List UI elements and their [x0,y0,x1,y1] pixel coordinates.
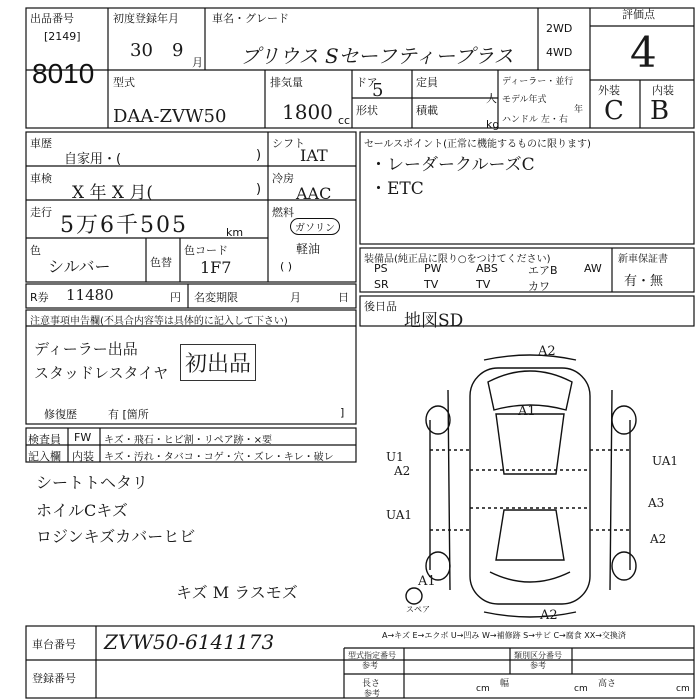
shape-label: 形状 [356,104,378,117]
mark-right-a2: A2 [650,532,667,546]
equip-abs: ABS [476,262,498,275]
int-label: 内装 [72,450,94,463]
mileage-value: 5万6千505 [60,213,188,238]
mark-u1: U1 [386,450,404,464]
color-code-value: 1F7 [200,258,232,277]
first-reg-label: 初度登録年月 [113,12,179,25]
equip-ps: PS [374,262,388,275]
name-expiry-label: 名変期限 [194,291,238,304]
history-label: 車歴 [30,137,52,150]
recycle-label: R券 [30,291,49,304]
drive-4wd: 4WD [546,46,573,59]
equip-aw: AW [584,262,602,275]
inspector-label-2: 記入欄 [28,450,61,463]
name-expiry-day: 日 [338,291,349,304]
notes-line1: ディーラー出品 [34,340,138,358]
inspection-label: 車検 [30,172,52,185]
name-expiry-month: 月 [290,291,301,304]
sales-item-0: ・レーダークルーズC [370,155,535,175]
mark-rear-a1: A1 [418,574,436,589]
repair-value: 有 [箇所 [108,408,149,421]
model-grade-value: プリウス Sセーフティープラス [240,44,514,68]
equipment-label: 装備品(純正品に限り○をつけてください) [364,254,551,265]
cm-2: cm [574,684,588,694]
dim-ref: 参考 [364,689,380,698]
type-designation-ref: 参考 [362,661,378,670]
shift-value: IAT [300,146,328,165]
damage-legend: A→キズ E→エクボ U→凹み W→補修跡 S→サビ C→腐食 XX→交換済 [382,631,626,640]
grade-label: 評価点 [622,8,655,21]
mark-spare: スペア [406,605,430,614]
doors-value: 5 [372,80,384,101]
mark-rear: A2 [540,608,558,623]
class-label: 類別区分番号 [514,651,562,660]
width-label: 幅 [500,679,510,689]
int-text: キズ・汚れ・タバコ・コゲ・穴・ズレ・キレ・破レ [104,452,334,463]
ac-value: AAC [296,184,332,203]
comment-0: シートトヘタリ [36,473,149,492]
exterior-label: 外装 [598,84,620,97]
interior-label: 内装 [652,84,674,97]
doors-label: ドア [356,76,378,89]
color-value: シルバー [48,257,111,276]
capacity-label: 定員 [416,76,438,89]
notes-line2: スタッドレスタイヤ [34,364,169,382]
length-label: 長さ [362,679,381,689]
lot-number: 8010 [32,58,95,89]
type-designation-label: 型式指定番号 [348,651,396,660]
mileage-unit: km [226,226,244,239]
inspection-value: X 年 X 月( [72,183,154,203]
model-grade-label: 車名・グレード [212,12,289,25]
handle-label: ハンドル 左・右 [502,115,568,125]
interior-value: B [650,96,670,126]
type-label: 型式 [113,76,135,89]
equip-pw: PW [424,262,442,275]
lot-label: 出品番号 [30,12,74,25]
after-value: 地図SD [404,311,464,331]
repair-close: ] [340,406,345,419]
comment-3: キズ M ラスモズ [176,583,298,602]
ac-label: 冷房 [272,172,294,185]
mark-left-ua1: UA1 [386,508,413,522]
fuel-petrol: ガソリン [290,218,340,235]
chassis-label: 車台番号 [32,638,76,651]
fw-label: FW [74,431,92,444]
exterior-value: C [604,96,624,126]
equip-sr: SR [374,278,389,291]
height-label: 高さ [598,679,617,689]
mark-right-a3: A3 [648,496,665,510]
chassis-value: ZVW50-6141173 [104,630,275,654]
history-close: ) [256,148,262,163]
first-reg-month: 9 [172,40,184,61]
capacity-unit: 人 [486,92,497,105]
lot-sub: [2149] [44,30,81,43]
color-change-label: 色替 [150,256,172,269]
comment-2: ロジンキズカバーヒビ [36,527,196,546]
fw-text: キズ・飛石・ヒビ割・リペア跡・×要 [104,435,272,446]
notes-label: 注意事項申告欄(不具合内容等は具体的に記入して下さい) [30,316,288,327]
fuel-paren: ( ) [280,260,293,273]
notes-stamp: 初出品 [180,344,256,381]
equip-tv1: TV [424,278,439,291]
grade-value: 4 [630,28,657,77]
mark-front: A2 [538,344,556,359]
model-year-unit: 年 [574,105,584,115]
displacement-label: 排気量 [270,76,303,89]
car-diagram [406,355,636,617]
shift-label: シフト [272,137,305,150]
inspector-label-1: 検査員 [28,433,61,446]
mark-right-ua1: UA1 [652,454,679,468]
displacement-value: 1800 [282,100,333,124]
warranty-value: 有・無 [624,274,664,289]
fuel-label: 燃料 [272,206,294,219]
mark-roof: A1 [518,404,536,419]
repair-label: 修復歴 [44,408,77,421]
sales-item-1: ・ETC [370,179,424,199]
inspection-close: ) [256,182,262,197]
load-label: 積載 [416,104,438,117]
equip-airbag: エアB [528,264,558,277]
month-unit: 月 [192,56,203,69]
load-unit: kg [486,118,500,131]
mileage-label: 走行 [30,206,52,219]
sales-label: セールスポイント(正常に機能するものに限ります) [364,139,591,150]
comment-1: ホイルCキズ [36,501,128,520]
color-label: 色 [30,244,41,257]
type-value: DAA-ZVW50 [113,106,227,127]
recycle-unit: 円 [170,291,181,304]
cm-3: cm [676,684,690,694]
drive-2wd: 2WD [546,22,573,35]
warranty-label: 新車保証書 [618,254,668,265]
class-ref: 参考 [530,661,546,670]
fuel-diesel: 軽油 [296,242,321,256]
recycle-value: 11480 [66,286,114,304]
model-year-label: モデル年式 [502,95,547,105]
reg-label: 登録番号 [32,672,76,685]
displacement-unit: cc [338,114,351,127]
dealer-label: ディーラー・並行 [502,77,574,87]
first-reg-year: 30 [130,40,153,61]
color-code-label: 色コード [184,244,228,257]
equip-leather: カワ [528,280,550,293]
after-label: 後日品 [364,300,397,313]
equip-tv2: TV [476,278,491,291]
mark-left-a2: A2 [394,464,411,478]
cm-1: cm [476,684,490,694]
history-value: 自家用・( [64,152,122,167]
